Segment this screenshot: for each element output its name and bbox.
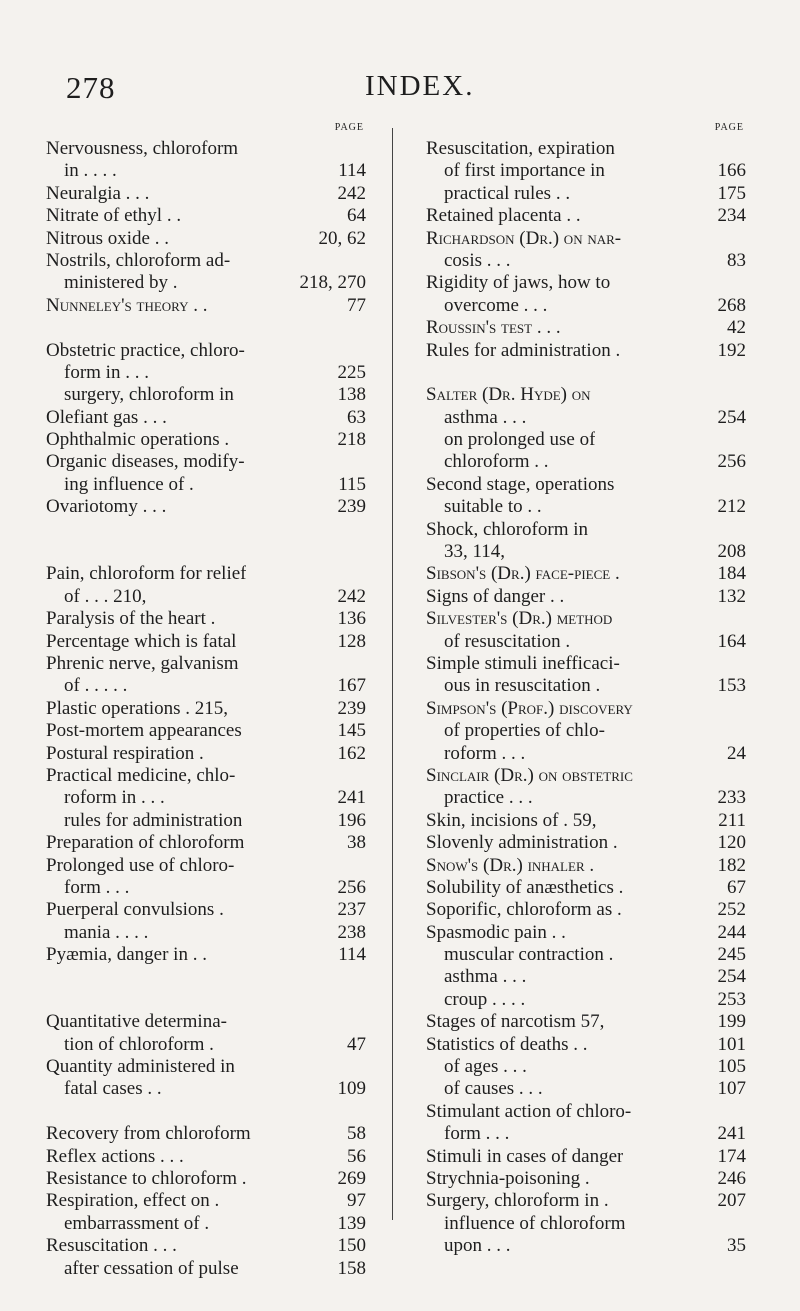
entry-text: Percentage which is fatal <box>46 630 237 652</box>
entry-text: tion of chloroform . <box>64 1033 214 1055</box>
entry-page: 241 <box>717 1123 746 1145</box>
index-entry <box>426 496 746 518</box>
entry-text: ing influence of . <box>64 473 194 495</box>
entry-text: Preparation of chloroform <box>46 832 245 854</box>
entry-page: 218, 270 <box>299 272 366 294</box>
index-entry <box>426 899 746 921</box>
index-entry <box>46 1213 366 1235</box>
entry-text: 33, 114, <box>444 541 506 563</box>
index-entry <box>426 1213 746 1235</box>
index-entry <box>426 653 746 675</box>
index-entry <box>426 966 746 988</box>
index-entry <box>46 496 366 518</box>
entry-page: 218 <box>337 429 366 451</box>
entry-text: roform . . . <box>444 742 526 764</box>
entry-page: 97 <box>347 1190 366 1212</box>
entry-page: 145 <box>337 720 366 742</box>
entry-page: 238 <box>337 921 366 943</box>
index-entry <box>426 743 746 765</box>
entry-page: 114 <box>338 944 366 966</box>
entry-text: Nunneley's theory . . <box>46 294 208 316</box>
index-entry <box>426 1034 746 1056</box>
entry-text: Spasmodic pain . . <box>426 921 566 943</box>
index-entry <box>46 183 366 205</box>
entry-page: 252 <box>717 899 746 921</box>
entry-text: overcome . . . <box>444 294 548 316</box>
entry-page: 67 <box>727 876 746 898</box>
entry-text: Resuscitation . . . <box>46 1235 177 1257</box>
entry-gap <box>46 541 366 563</box>
entry-page: 166 <box>717 160 746 182</box>
entry-text: Snow's (Dr.) inhaler . <box>426 854 595 876</box>
entry-page: 153 <box>717 675 746 697</box>
entry-page: 253 <box>717 988 746 1010</box>
index-entry <box>426 295 746 317</box>
entry-gap <box>46 317 366 339</box>
index-entry <box>426 1146 746 1168</box>
page-header <box>0 70 800 110</box>
index-entry <box>46 1258 366 1280</box>
index-entry <box>426 832 746 854</box>
entry-page: 212 <box>717 496 746 518</box>
entry-text: Quantity administered in <box>46 1056 235 1078</box>
entry-text: form . . . <box>444 1123 510 1145</box>
index-entry <box>426 183 746 205</box>
index-entry <box>46 1146 366 1168</box>
entry-page: 244 <box>717 921 746 943</box>
entry-text: Nostrils, chloroform ad- <box>46 249 231 271</box>
entry-text: of causes . . . <box>444 1078 543 1100</box>
index-entry <box>46 675 366 697</box>
index-column-right <box>426 118 746 1258</box>
entry-page: 182 <box>717 854 746 876</box>
entry-gap <box>46 519 366 541</box>
entry-page: 114 <box>338 160 366 182</box>
entry-text: Statistics of deaths . . <box>426 1033 588 1055</box>
index-entry <box>46 631 366 653</box>
entry-text: Sibson's (Dr.) face-piece . <box>426 563 620 585</box>
index-entry <box>426 1011 746 1033</box>
entry-page: 175 <box>717 182 746 204</box>
page-title: INDEX. <box>365 70 475 102</box>
entry-page: 199 <box>717 1011 746 1033</box>
entry-page: 38 <box>347 832 366 854</box>
entry-page: 64 <box>347 205 366 227</box>
index-entry <box>46 138 366 160</box>
entry-gap <box>46 989 366 1011</box>
entry-text: Puerperal convulsions . <box>46 899 224 921</box>
entry-text: Simple stimuli inefficaci- <box>426 652 620 674</box>
index-entry <box>426 675 746 697</box>
index-entry <box>46 899 366 921</box>
entry-page: 58 <box>347 1123 366 1145</box>
entry-text: Post-mortem appearances <box>46 720 242 742</box>
entry-text: Obstetric practice, chloro- <box>46 339 245 361</box>
entry-text: Retained placenta . . <box>426 205 581 227</box>
entry-text: of . . . . . <box>64 675 128 697</box>
index-entry <box>46 1011 366 1033</box>
entry-text: Nervousness, chloroform <box>46 138 239 159</box>
entry-text: chloroform . . <box>444 451 549 473</box>
index-entry <box>426 138 746 160</box>
entry-text: Soporific, chloroform as . <box>426 899 622 921</box>
entry-text: Richardson (Dr.) on nar- <box>426 227 622 249</box>
entry-page: 164 <box>717 630 746 652</box>
entry-text: Skin, incisions of . 59, <box>426 809 597 831</box>
entry-page: 167 <box>337 675 366 697</box>
index-entry <box>426 250 746 272</box>
index-entry <box>46 1190 366 1212</box>
entry-text: Prolonged use of chloro- <box>46 854 235 876</box>
index-entry <box>46 1235 366 1257</box>
index-entry <box>426 877 746 899</box>
index-entry <box>426 407 746 429</box>
entry-page: 120 <box>717 832 746 854</box>
index-entry <box>46 832 366 854</box>
index-entry <box>426 922 746 944</box>
entry-text: Strychnia-poisoning . <box>426 1167 590 1189</box>
entry-text: Reflex actions . . . <box>46 1145 184 1167</box>
entry-page: 211 <box>718 809 746 831</box>
entry-text: form . . . <box>64 876 130 898</box>
index-entry <box>46 765 366 787</box>
index-entry <box>426 205 746 227</box>
entry-text: muscular contraction . <box>444 944 614 966</box>
entry-page: 239 <box>337 496 366 518</box>
entry-page: 56 <box>347 1145 366 1167</box>
entry-page: 115 <box>338 473 366 495</box>
index-entry <box>426 474 746 496</box>
entry-text: roform in . . . <box>64 787 165 809</box>
entry-page: 47 <box>347 1033 366 1055</box>
entry-page: 83 <box>727 249 746 271</box>
index-entry <box>46 407 366 429</box>
entry-page: 207 <box>717 1190 746 1212</box>
entry-text: ous in resuscitation . <box>444 675 601 697</box>
index-entry <box>426 563 746 585</box>
entry-page: 208 <box>717 541 746 563</box>
index-entry <box>426 855 746 877</box>
entry-page: 105 <box>717 1056 746 1078</box>
entry-page: 239 <box>337 697 366 719</box>
index-entry <box>426 787 746 809</box>
index-entry <box>426 989 746 1011</box>
entry-page: 132 <box>717 585 746 607</box>
index-entry <box>46 563 366 585</box>
entry-text: Silvester's (Dr.) method <box>426 608 613 630</box>
index-entry <box>426 160 746 182</box>
entry-text: asthma . . . <box>444 966 527 988</box>
entry-text: Nitrate of ethyl . . <box>46 205 182 227</box>
entry-text: embarrassment of . <box>64 1212 210 1234</box>
entry-text: Ophthalmic operations . <box>46 429 230 451</box>
entry-page: 174 <box>717 1145 746 1167</box>
index-entry <box>46 877 366 899</box>
index-entry <box>46 586 366 608</box>
entry-text: Recovery from chloroform <box>46 1123 251 1145</box>
index-entry <box>46 698 366 720</box>
entry-text: Plastic operations . 215, <box>46 697 229 719</box>
entry-text: Practical medicine, chlo- <box>46 764 236 786</box>
entry-text: practice . . . <box>444 787 533 809</box>
index-entry <box>46 384 366 406</box>
entry-text: mania . . . . <box>64 921 149 943</box>
entry-page: 242 <box>337 182 366 204</box>
index-entry <box>426 1190 746 1212</box>
entry-text: of first importance in <box>444 160 605 182</box>
entry-text: Respiration, effect on . <box>46 1190 220 1212</box>
entry-text: upon . . . <box>444 1235 511 1257</box>
column-divider <box>392 128 393 1220</box>
entry-gap <box>46 1101 366 1123</box>
entry-page: 138 <box>337 384 366 406</box>
entry-text: Stages of narcotism 57, <box>426 1011 605 1033</box>
entry-page: 256 <box>337 876 366 898</box>
index-entry <box>426 429 746 451</box>
index-entry <box>46 205 366 227</box>
index-entry <box>46 1123 366 1145</box>
entry-page: 139 <box>337 1212 366 1234</box>
index-entry <box>426 541 746 563</box>
entry-page: 42 <box>727 317 746 339</box>
index-entry <box>426 519 746 541</box>
entry-text: of ages . . . <box>444 1056 527 1078</box>
entry-text: croup . . . . <box>444 988 526 1010</box>
entry-text: Organic diseases, modify- <box>46 451 245 473</box>
index-column-left <box>46 118 366 1280</box>
index-entry <box>46 653 366 675</box>
entry-text: Stimuli in cases of danger <box>426 1145 624 1167</box>
index-entry <box>46 720 366 742</box>
entry-text: suitable to . . <box>444 496 542 518</box>
index-entry <box>46 608 366 630</box>
entry-gap <box>426 362 746 384</box>
index-entry <box>46 743 366 765</box>
index-entry <box>46 295 366 317</box>
entry-page: 158 <box>337 1257 366 1279</box>
index-entry <box>426 698 746 720</box>
index-entry <box>426 384 746 406</box>
entry-text: Resuscitation, expiration <box>426 138 615 159</box>
entry-text: Signs of danger . . <box>426 585 565 607</box>
index-entry <box>426 228 746 250</box>
index-entry <box>46 474 366 496</box>
entry-page: 162 <box>337 742 366 764</box>
entry-text: form in . . . <box>64 361 149 383</box>
index-entry <box>426 810 746 832</box>
entry-text: Pyæmia, danger in . . <box>46 944 207 966</box>
index-entry <box>426 944 746 966</box>
entry-text: fatal cases . . <box>64 1078 162 1100</box>
entry-text: of . . . 210, <box>64 585 147 607</box>
index-entry <box>426 1123 746 1145</box>
entry-page: 237 <box>337 899 366 921</box>
entry-text: Sinclair (Dr.) on obstetric <box>426 764 633 786</box>
entry-text: Ovariotomy . . . <box>46 496 167 518</box>
index-entry <box>426 1168 746 1190</box>
entry-page: 241 <box>337 787 366 809</box>
index-entry <box>426 317 746 339</box>
index-entry <box>46 1168 366 1190</box>
entry-text: after cessation of pulse <box>64 1257 239 1279</box>
entry-page: 225 <box>337 361 366 383</box>
entry-page: 184 <box>717 563 746 585</box>
entry-page: 254 <box>717 406 746 428</box>
entry-page: 107 <box>717 1078 746 1100</box>
index-entry <box>46 1034 366 1056</box>
entry-page: 20, 62 <box>318 227 366 249</box>
entry-page: 63 <box>347 406 366 428</box>
entry-text: Rules for administration . <box>426 339 621 361</box>
index-entry <box>46 429 366 451</box>
index-entry <box>46 787 366 809</box>
entry-page: 101 <box>717 1033 746 1055</box>
index-entry <box>46 250 366 272</box>
index-entry <box>426 451 746 473</box>
index-entry <box>46 855 366 877</box>
entry-text: ministered by . <box>64 272 178 294</box>
entry-text: Olefiant gas . . . <box>46 406 167 428</box>
entry-page: 196 <box>337 809 366 831</box>
entry-page: 128 <box>337 630 366 652</box>
entry-page: 136 <box>337 608 366 630</box>
entry-page: 246 <box>717 1167 746 1189</box>
index-entry <box>426 586 746 608</box>
entry-text: Pain, chloroform for relief <box>46 563 247 585</box>
index-entry <box>426 1235 746 1257</box>
entry-gap <box>46 966 366 988</box>
entry-text: Paralysis of the heart . <box>46 608 216 630</box>
entry-page: 268 <box>717 294 746 316</box>
entry-text: of properties of chlo- <box>444 720 605 742</box>
entry-text: Stimulant action of chloro- <box>426 1100 632 1122</box>
index-entry <box>46 160 366 182</box>
entry-text: rules for administration <box>64 809 243 831</box>
page-number: 278 <box>66 70 116 105</box>
page-column-label: PAGE <box>334 122 364 133</box>
index-entry <box>46 1056 366 1078</box>
entry-text: on prolonged use of <box>444 429 596 451</box>
entry-text: asthma . . . <box>444 406 527 428</box>
entry-page: 77 <box>347 294 366 316</box>
index-entry <box>46 810 366 832</box>
entry-page: 24 <box>727 742 746 764</box>
index-entry <box>46 944 366 966</box>
entry-text: Resistance to chloroform . <box>46 1167 247 1189</box>
entry-text: surgery, chloroform in <box>64 384 234 406</box>
entry-page: 242 <box>337 585 366 607</box>
index-entry <box>46 922 366 944</box>
entry-page: 269 <box>337 1167 366 1189</box>
entry-text: Solubility of anæsthetics . <box>426 876 624 898</box>
entry-page: 256 <box>717 451 746 473</box>
entry-page: 150 <box>337 1235 366 1257</box>
entry-page: 192 <box>717 339 746 361</box>
index-entry <box>426 272 746 294</box>
entry-page: 233 <box>717 787 746 809</box>
entry-text: Rigidity of jaws, how to <box>426 272 611 294</box>
index-entry <box>46 272 366 294</box>
page-column-label: PAGE <box>714 122 744 133</box>
entry-text: Slovenly administration . <box>426 832 618 854</box>
index-entry <box>426 1101 746 1123</box>
entry-text: Simpson's (Prof.) discovery <box>426 697 633 719</box>
index-entry <box>46 228 366 250</box>
index-entry <box>426 340 746 362</box>
entry-page: 109 <box>337 1078 366 1100</box>
index-entry <box>426 765 746 787</box>
entry-page: 35 <box>727 1235 746 1257</box>
index-entry <box>46 451 366 473</box>
entry-text: in . . . . <box>64 160 117 182</box>
entry-text: Shock, chloroform in <box>426 518 589 540</box>
entry-text: practical rules . . <box>444 182 571 204</box>
entry-text: Second stage, operations <box>426 473 615 495</box>
entry-text: Nitrous oxide . . <box>46 227 169 249</box>
entry-text: of resuscitation . <box>444 630 571 652</box>
entry-text: cosis . . . <box>444 249 511 271</box>
index-entry <box>426 1056 746 1078</box>
entry-page: 254 <box>717 966 746 988</box>
entry-page: 234 <box>717 205 746 227</box>
index-entry <box>426 1078 746 1100</box>
index-entry <box>46 1078 366 1100</box>
entry-text: influence of chloroform <box>444 1212 626 1234</box>
entry-page: 245 <box>717 944 746 966</box>
index-entry <box>426 720 746 742</box>
entry-text: Phrenic nerve, galvanism <box>46 652 239 674</box>
entry-text: Quantitative determina- <box>46 1011 227 1033</box>
entry-text: Surgery, chloroform in . <box>426 1190 609 1212</box>
entry-text: Roussin's test . . . <box>426 317 561 339</box>
index-entry <box>46 362 366 384</box>
index-entry <box>426 608 746 630</box>
index-entry <box>426 631 746 653</box>
entry-text: Salter (Dr. Hyde) on <box>426 384 591 406</box>
entry-text: Postural respiration . <box>46 742 204 764</box>
index-entry <box>46 340 366 362</box>
entry-text: Neuralgia . . . <box>46 182 150 204</box>
